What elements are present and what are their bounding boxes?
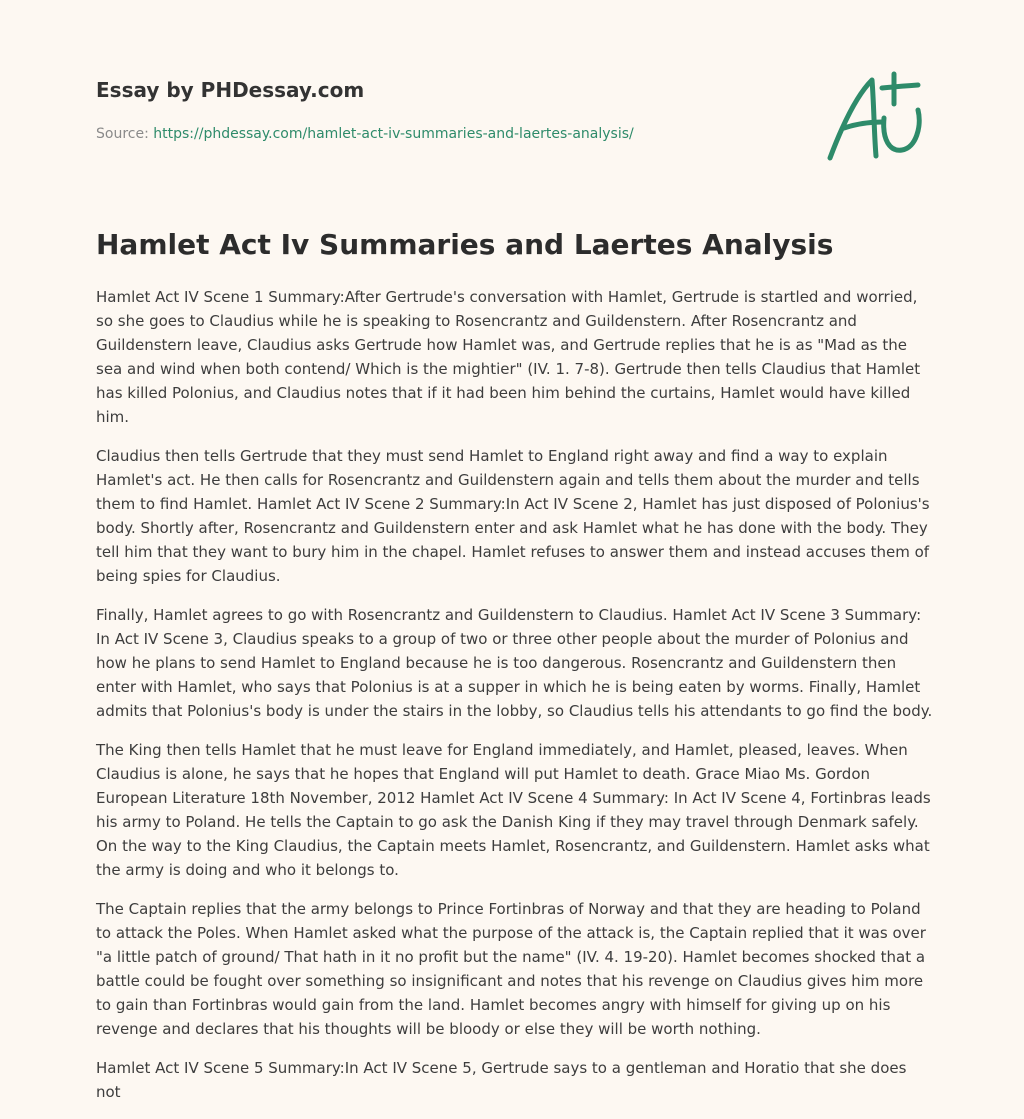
source-label: Source: (96, 126, 154, 142)
essay-paragraph: Finally, Hamlet agrees to go with Rosencrantz and Guildenstern to Claudius. Hamlet Act IV Scene 3 Summary: In Act IV Scene 3, Claudius speaks to a group of two or three other people about the murder of Polonius and how he plans to send Hamlet to England because he is too dangerous. Rosencrantz and Guildenstern then enter with Hamlet, who says that Polonius is at a supper in which he is being eaten by worms. Finally, Hamlet admits that Polonius's body is under the stairs in the lobby, so Claudius tells his attendants to go find the body. (96, 606, 933, 720)
essay-paragraph: The King then tells Hamlet that he must leave for England immediately, and Hamlet, pleased, leaves. When Claudius is alone, he says that he hopes that England will put Hamlet to death. Grace Miao Ms. Gordon European Literature 18th November, 2012 Hamlet Act IV Scene 4 Summary: In Act IV Scene 4, Fortinbras leads his army to Poland. He tells the Captain to go ask the Danish King if they may travel through Denmark safely. On the way to the King Claudius, the Captain meets Hamlet, Rosencrantz, and Guildenstern. Hamlet asks what the army is doing and who it belongs to. (96, 741, 931, 879)
essay-paragraph: Hamlet Act IV Scene 5 Summary:In Act IV Scene 5, Gertrude says to a gentleman and Horatio that she does not (96, 1059, 907, 1101)
site-title: Essay by PHDessay.com (96, 78, 365, 102)
essay-title: Hamlet Act Iv Summaries and Laertes Analysis (96, 228, 834, 261)
page-header (96, 76, 796, 144)
a-plus-logo-icon (822, 66, 930, 166)
essay-paragraph: The Captain replies that the army belongs to Prince Fortinbras of Norway and that they are heading to Poland to attack the Poles. When Hamlet asked what the purpose of the attack is, the Captain replied that it was over "a little patch of ground/ That hath in it no profit but the name" (IV. 4. 19-20). Hamlet becomes shocked that a battle could be fought over something so insignificant and notes that his revenge on Claudius gives him more to gain than Fortinbras would gain from the land. Hamlet becomes angry with himself for giving up on his revenge and declares that his thoughts will be bloody or else they will be worth nothing. (96, 900, 926, 1038)
essay-body (96, 285, 934, 1119)
source-link[interactable]: https://phdessay.com/hamlet-act-iv-summaries-and-laertes-analysis/ (153, 126, 634, 142)
source-line (96, 124, 796, 144)
essay-paragraph: Claudius then tells Gertrude that they must send Hamlet to England right away and find a way to explain Hamlet's act. He then calls for Rosencrantz and Guildenstern again and tells them about the murder and tells them to find Hamlet. Hamlet Act IV Scene 2 Summary:In Act IV Scene 2, Hamlet has just disposed of Polonius's body. Shortly after, Rosencrantz and Guildenstern enter and ask Hamlet what he has done with the body. They tell him that they want to bury him in the chapel. Hamlet refuses to answer them and instead accuses them of being spies for Claudius. (96, 447, 930, 585)
essay-paragraph: Hamlet Act IV Scene 1 Summary:After Gertrude's conversation with Hamlet, Gertrude is startled and worried, so she goes to Claudius while he is speaking to Rosencrantz and Guildenstern. After Rosencrantz and Guildenstern leave, Claudius asks Gertrude how Hamlet was, and Gertrude replies that he is as "Mad as the sea and wind when both contend/ Which is the mightier" (IV. 1. 7-8). Gertrude then tells Claudius that Hamlet has killed Polonius, and Claudius notes that if it had been him behind the curtains, Hamlet would have killed him. (96, 288, 921, 426)
